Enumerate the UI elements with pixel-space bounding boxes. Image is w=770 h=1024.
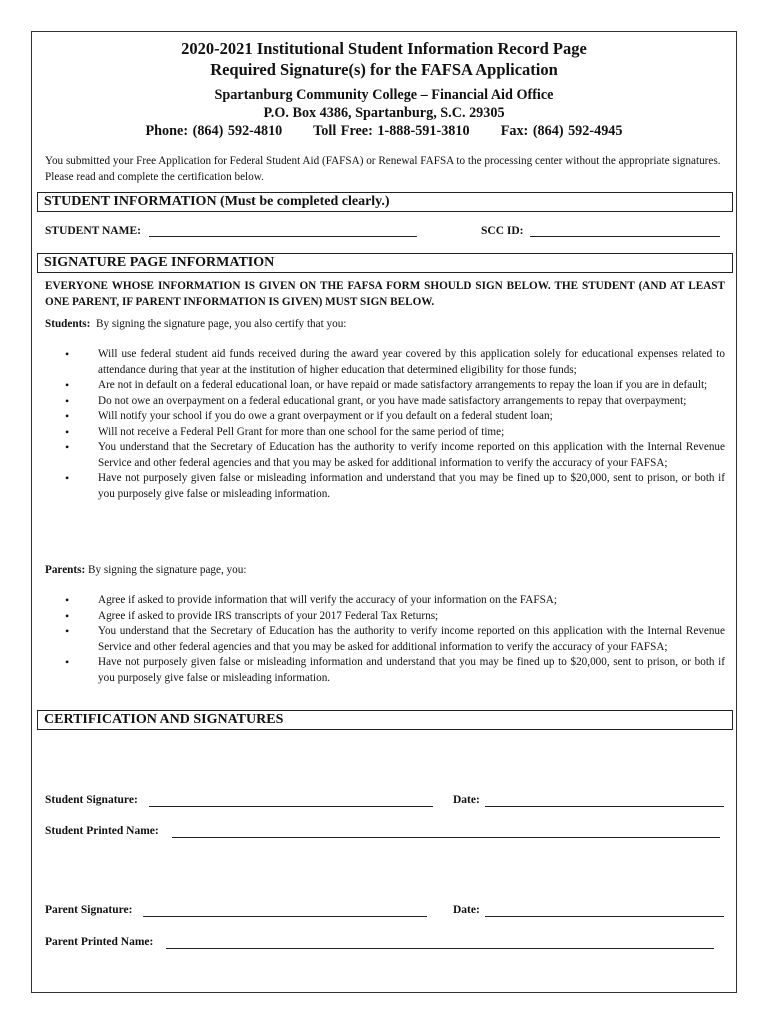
list-item: • Will not receive a Federal Pell Grant for more than one school for the same period of time; xyxy=(65,424,505,439)
bullet-icon: • xyxy=(65,471,70,485)
student-name-field[interactable] xyxy=(149,236,417,237)
parents-label: Parents: xyxy=(45,564,86,576)
bullet-icon: • xyxy=(65,347,70,361)
bullet-icon: • xyxy=(65,608,70,623)
form-title: 2020-2021 Institutional Student Information Record Page xyxy=(181,39,587,58)
student-signature-field[interactable] xyxy=(149,806,433,807)
bullet-icon: • xyxy=(65,593,70,607)
list-item: • Do not owe an overpayment on a federal educational grant, or you have made satisfactory arrangements to repay that overpayment; xyxy=(65,393,687,408)
list-item: • Agree if asked to provide information that will verify the accuracy of your information on the FAFSA; xyxy=(65,593,557,607)
parent-signature-label: Parent Signature: xyxy=(45,904,133,916)
office-fax: Fax: (864) 592-4945 xyxy=(500,123,623,139)
office-phone: Phone: (864) 592-4810 xyxy=(145,123,283,139)
bullet-icon: • xyxy=(65,409,70,423)
office-address: P.O. Box 4386, Spartanburg, S.C. 29305 xyxy=(263,105,505,121)
scc-id-label: SCC ID: xyxy=(481,225,524,237)
certification-heading: CERTIFICATION AND SIGNATURES xyxy=(37,710,733,730)
list-item: • Will notify your school if you do owe a grant overpayment or if you default on a federal student loan; xyxy=(65,409,553,423)
parents-intro: Parents: By signing the signature page, you: xyxy=(45,564,247,576)
list-item: • Will use federal student aid funds received during the award year covered by this application solely for educational expenses related to attendance during that year at the institution of higher education that determined eligibility for those funds; xyxy=(65,347,725,376)
bullet-icon: • xyxy=(65,393,70,408)
office-name: Spartanburg Community College – Financial Aid Office xyxy=(214,87,554,103)
student-certifications-list xyxy=(45,347,725,502)
signing-notice: EVERYONE WHOSE INFORMATION IS GIVEN ON THE FAFSA FORM SHOULD SIGN BELOW. THE STUDENT (AND AT LEAST ONE PARENT, IF PARENT INFORMATION IS GIVEN) MUST SIGN BELOW. xyxy=(45,280,725,308)
bullet-icon: • xyxy=(65,655,70,669)
list-item: • Have not purposely given false or misleading information and understand that you may be fined up to $20,000, sent to prison, or both if you purposely give false or misleading information. xyxy=(65,471,725,500)
parent-signature-field[interactable] xyxy=(143,916,427,917)
parent-certifications-list xyxy=(45,593,725,686)
student-date-label: Date: xyxy=(453,794,480,806)
form-subtitle: Required Signature(s) for the FAFSA Application xyxy=(210,60,558,79)
office-contacts xyxy=(31,123,737,140)
parent-printed-name-field[interactable] xyxy=(166,948,714,949)
list-item: • You understand that the Secretary of Education has the authority to verify income reported on this application with the Internal Revenue Service and other federal agencies and that you may be asked for additional information to verify the accuracy of your FAFSA; xyxy=(65,440,725,469)
bullet-icon: • xyxy=(65,624,70,638)
bullet-icon: • xyxy=(65,440,70,454)
signature-info-heading: SIGNATURE PAGE INFORMATION xyxy=(37,253,733,273)
student-printed-name-label: Student Printed Name: xyxy=(45,825,159,837)
list-item: • Agree if asked to provide IRS transcripts of your 2017 Federal Tax Returns; xyxy=(65,608,439,623)
student-date-field[interactable] xyxy=(485,806,724,807)
scc-id-field[interactable] xyxy=(530,236,720,237)
student-signature-label: Student Signature: xyxy=(45,794,138,806)
list-item: • Are not in default on a federal educational loan, or have repaid or made satisfactory arrangements to repay the loan if you are in default; xyxy=(65,378,708,392)
list-item: • You understand that the Secretary of Education has the authority to verify income reported on this application with the Internal Revenue Service and other federal agencies and that you may be asked for additional information to verify the accuracy of your FAFSA; xyxy=(65,624,725,653)
parent-date-field[interactable] xyxy=(485,916,724,917)
parent-printed-name-label: Parent Printed Name: xyxy=(45,936,154,948)
intro-text: You submitted your Free Application for Federal Student Aid (FAFSA) or Renewal FAFSA to the processing center without the appropriate signatures. Please read and complete the certification below. xyxy=(45,155,721,183)
list-item: • Have not purposely given false or misleading information and understand that you may be fined up to $20,000, sent to prison, or both if you purposely give false or misleading information. xyxy=(65,655,725,684)
students-intro: Students: By signing the signature page, you also certify that you: xyxy=(45,318,347,330)
bullet-icon: • xyxy=(65,424,70,439)
student-name-label: STUDENT NAME: xyxy=(45,225,141,237)
students-label: Students: xyxy=(45,318,91,330)
bullet-icon: • xyxy=(65,378,70,392)
office-toll-free: Toll Free: 1-888-591-3810 xyxy=(313,123,470,139)
student-printed-name-field[interactable] xyxy=(172,837,720,838)
student-info-heading: STUDENT INFORMATION (Must be completed clearly.) xyxy=(37,192,733,212)
parent-date-label: Date: xyxy=(453,904,480,916)
